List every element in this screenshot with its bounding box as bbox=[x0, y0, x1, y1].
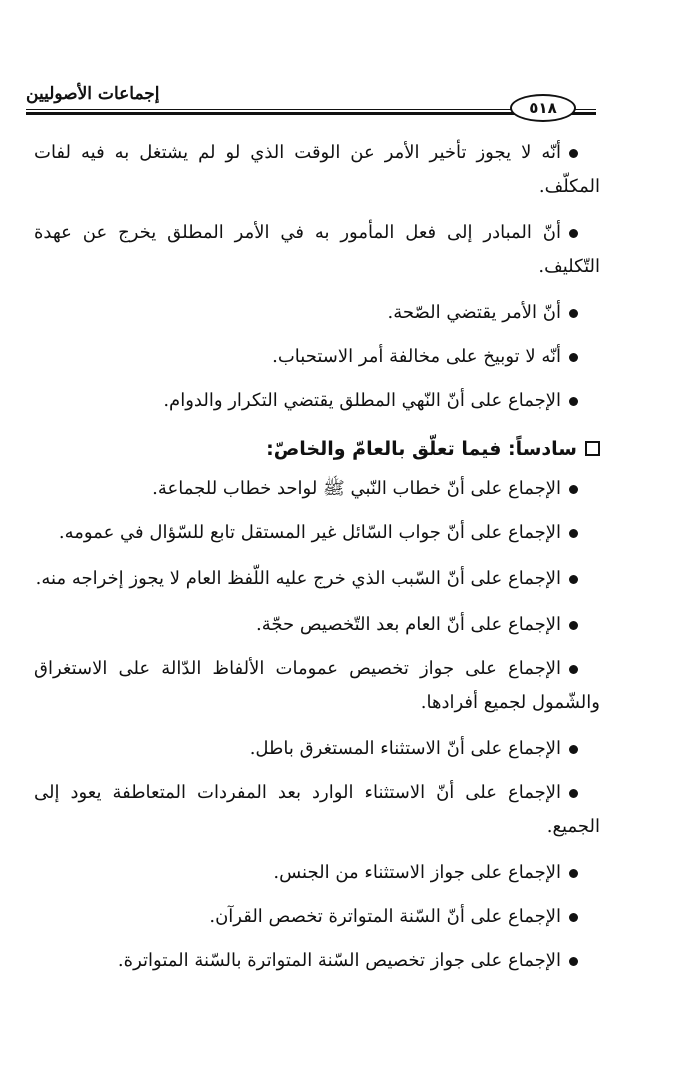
item-text: الإجماع على جواز الاستثناء من الجنس. bbox=[273, 862, 561, 883]
list-item bbox=[34, 216, 600, 284]
bullet-icon bbox=[569, 529, 578, 538]
list-item bbox=[34, 944, 600, 978]
bullet-icon bbox=[569, 353, 578, 362]
item-text: الإجماع على أنّ السّبب الذي خرج عليه اللّفظ العام لا يجوز إخراجه منه. bbox=[35, 568, 561, 589]
checkbox-square-icon bbox=[585, 441, 600, 456]
list-item bbox=[34, 732, 600, 766]
bullet-icon bbox=[569, 149, 578, 158]
list-item bbox=[34, 296, 600, 330]
item-text: الإجماع على أنّ النّهي المطلق يقتضي التكرار والدوام. bbox=[163, 390, 561, 411]
header-rule-thick bbox=[26, 112, 596, 115]
section-heading-text: سادساً: فيما تعلّق بالعامّ والخاصّ: bbox=[266, 438, 577, 460]
bullet-icon bbox=[569, 575, 578, 584]
item-text: الإجماع على أنّ الاستثناء المستغرق باطل. bbox=[249, 738, 561, 759]
list-item bbox=[34, 856, 600, 890]
item-text: الإجماع على جواز تخصيص السّنة المتواترة بالسّنة المتواترة. bbox=[117, 950, 561, 971]
item-text: أنّه لا يجوز تأخير الأمر عن الوقت الذي لو لم يشتغل به فيه لفات المكلّف. bbox=[34, 142, 600, 197]
page-body bbox=[34, 136, 600, 988]
item-text: الإجماع على أنّ جواب السّائل غير المستقل تابع للسّؤال في عمومه. bbox=[58, 522, 561, 543]
bullet-icon bbox=[569, 789, 578, 798]
list-item bbox=[34, 608, 600, 642]
page-number: ٥١٨ bbox=[510, 94, 576, 122]
item-text: الإجماع على أنّ العام بعد التّخصيص حجّة. bbox=[256, 614, 561, 635]
list-item bbox=[34, 136, 600, 204]
section-heading bbox=[34, 432, 600, 466]
item-text: الإجماع على أنّ الاستثناء الوارد بعد المفردات المتعاطفة يعود إلى الجميع. bbox=[34, 782, 600, 837]
bullet-icon bbox=[569, 397, 578, 406]
list-item bbox=[34, 562, 600, 596]
item-text: أنّ المبادر إلى فعل المأمور به في الأمر المطلق يخرج عن عهدة التّكليف. bbox=[34, 222, 600, 277]
list-item bbox=[34, 652, 600, 720]
item-text: أنّه لا توبيخ على مخالفة أمر الاستحباب. bbox=[272, 346, 561, 367]
book-title: إجماعات الأصوليين bbox=[26, 84, 160, 104]
item-text: الإجماع على أنّ خطاب النّبي ﷺ لواحد خطاب للجماعة. bbox=[152, 478, 561, 499]
bullet-icon bbox=[569, 957, 578, 966]
bullet-icon bbox=[569, 665, 578, 674]
bullet-icon bbox=[569, 621, 578, 630]
list-item bbox=[34, 776, 600, 844]
item-text: الإجماع على أنّ السّنة المتواترة تخصص القرآن. bbox=[209, 906, 561, 927]
bullet-icon bbox=[569, 913, 578, 922]
bullet-icon bbox=[569, 309, 578, 318]
list-item bbox=[34, 900, 600, 934]
bullet-icon bbox=[569, 485, 578, 494]
running-header bbox=[26, 84, 596, 116]
bullet-icon bbox=[569, 745, 578, 754]
list-item bbox=[34, 472, 600, 506]
list-item bbox=[34, 516, 600, 550]
list-item bbox=[34, 340, 600, 374]
bullet-icon bbox=[569, 869, 578, 878]
item-text: أنّ الأمر يقتضي الصّحة. bbox=[387, 302, 561, 323]
list-item bbox=[34, 384, 600, 418]
bullet-icon bbox=[569, 229, 578, 238]
item-text: الإجماع على جواز تخصيص عمومات الألفاظ الدّالة على الاستغراق والشّمول لجميع أفرادها. bbox=[34, 658, 600, 713]
